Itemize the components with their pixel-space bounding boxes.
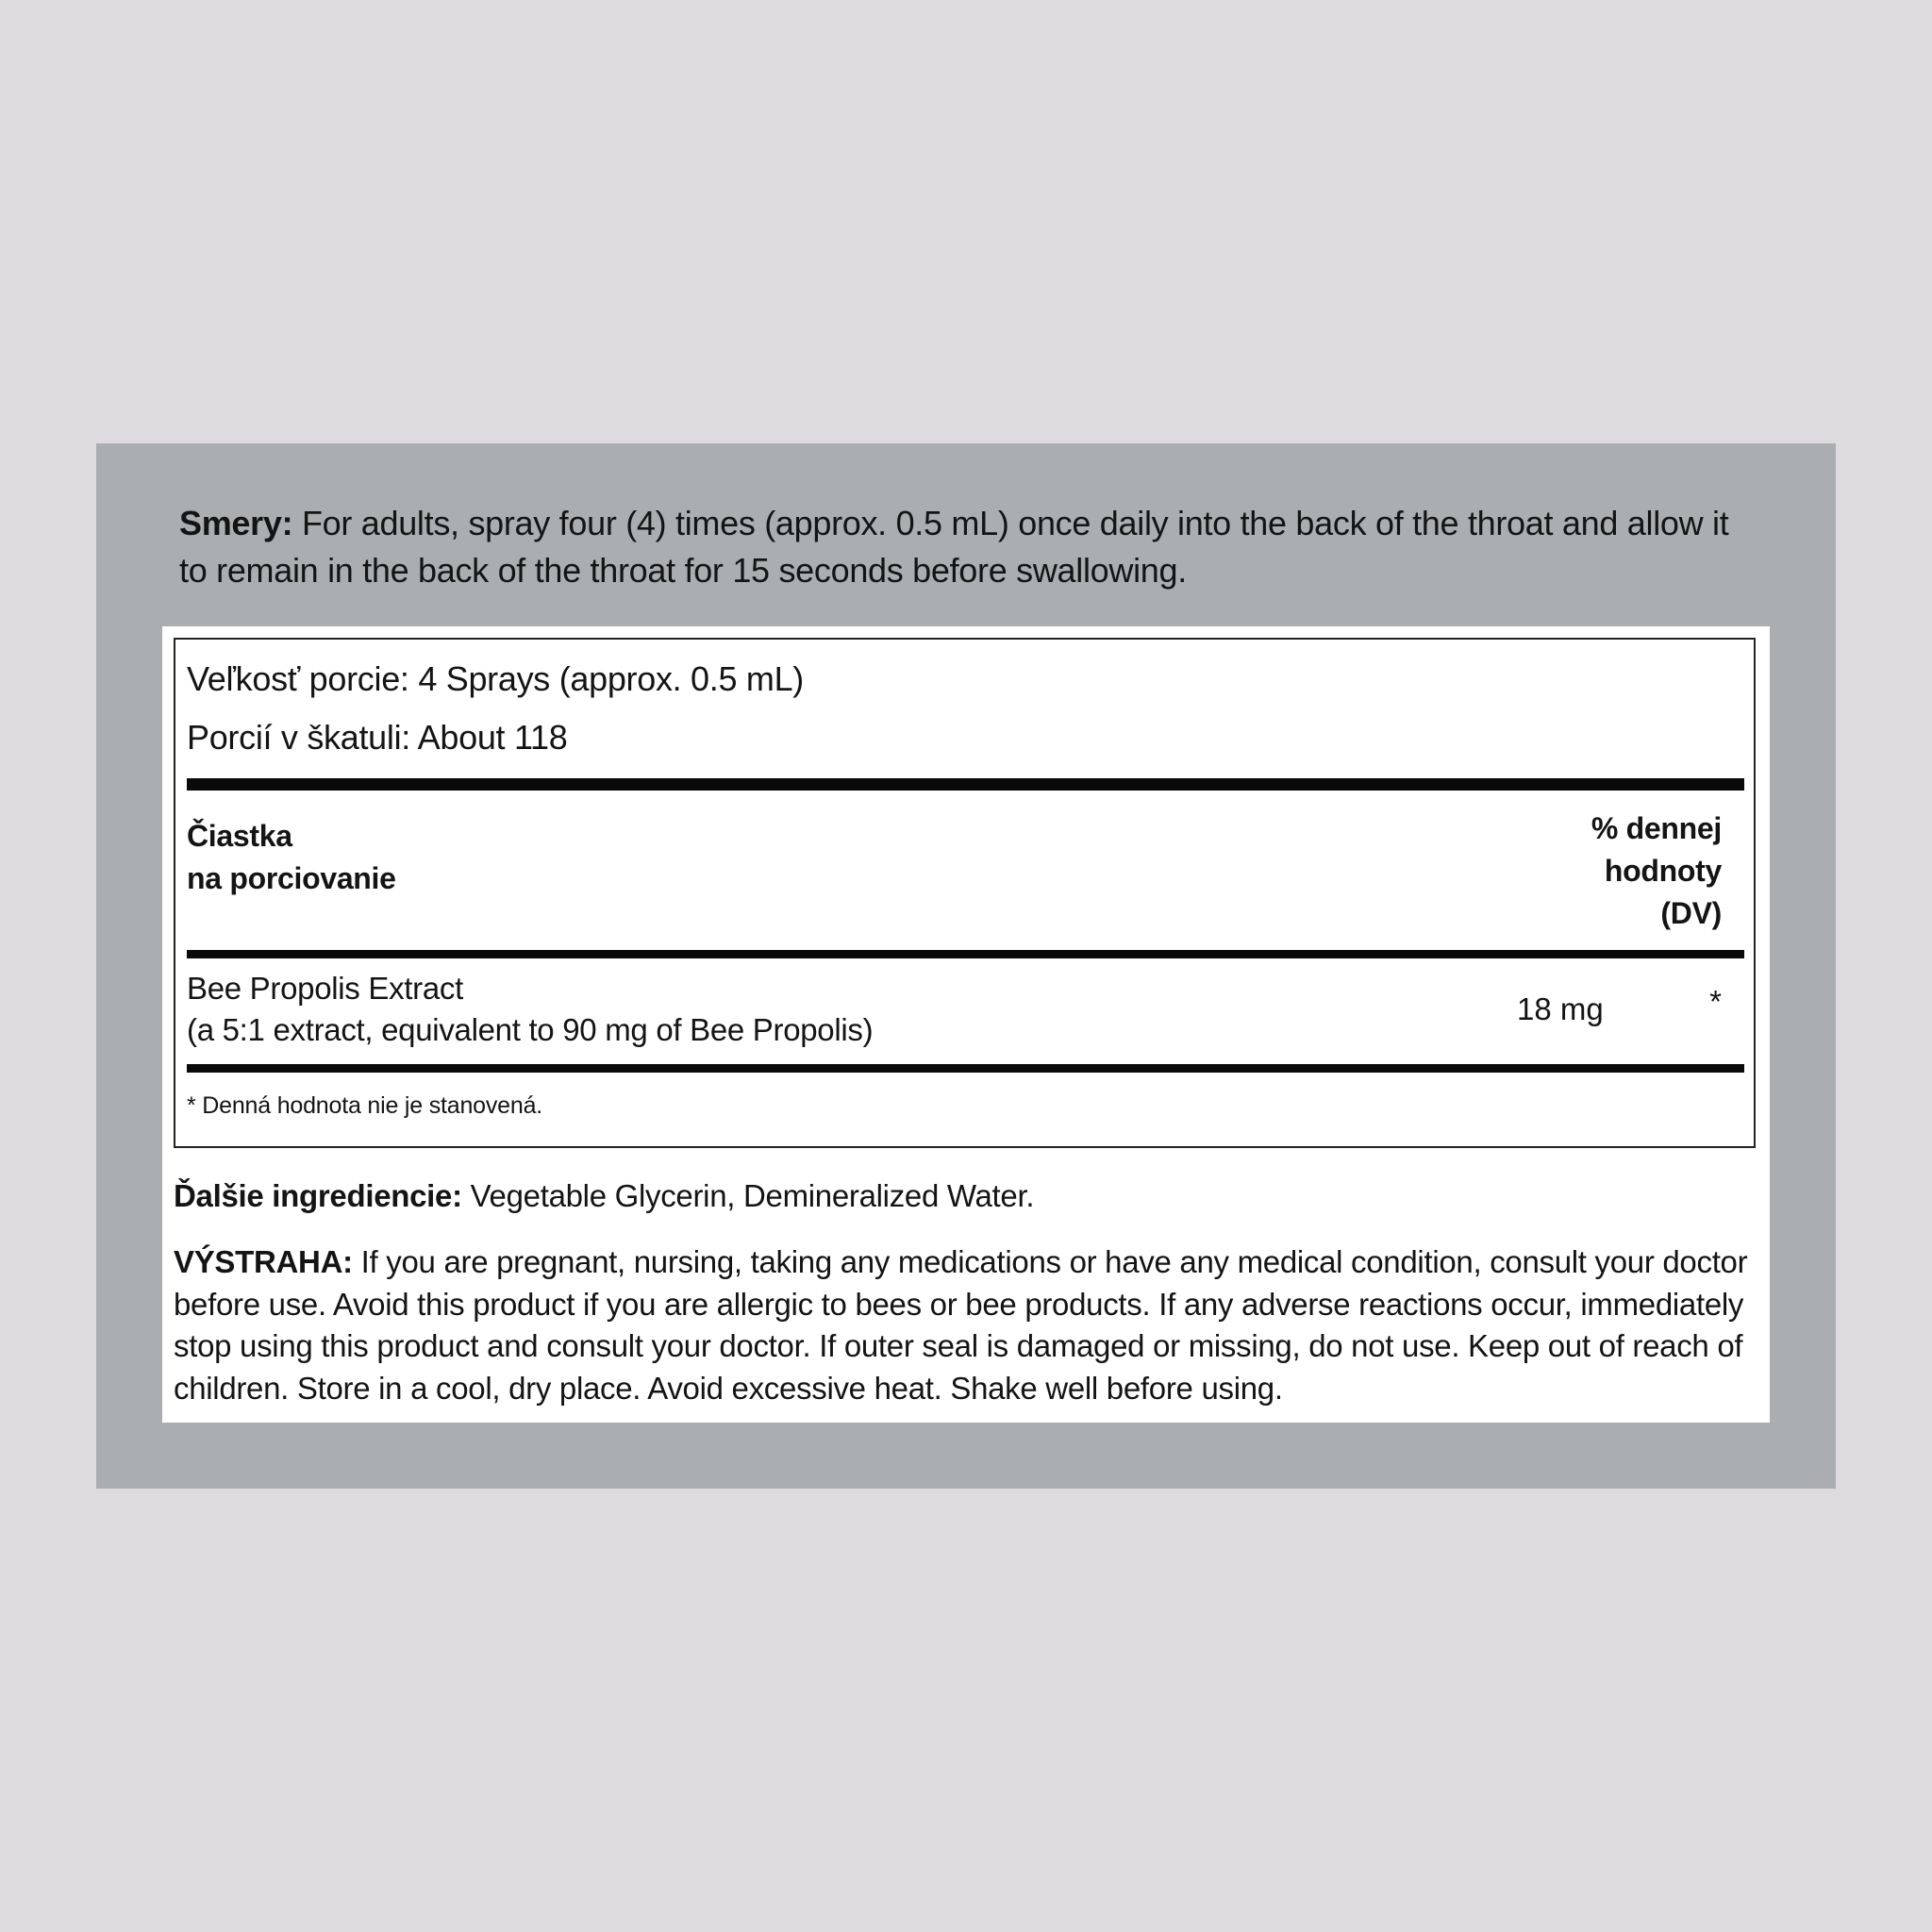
servings-per-container: Porcií v škatuli: About 118 xyxy=(187,718,568,757)
dv-header-line1: % dennej xyxy=(1591,811,1722,845)
amount-per-serving-header xyxy=(187,815,396,900)
amount-header-line2: na porciovanie xyxy=(187,861,396,895)
serving-size: Veľkosť porcie: 4 Sprays (approx. 0.5 mL) xyxy=(187,659,804,698)
directions-label: Smery: xyxy=(179,504,293,542)
dv-header-line2: hodnoty xyxy=(1604,854,1722,888)
ingredient-amount: 18 mg xyxy=(1517,991,1604,1026)
ingredient-name xyxy=(187,968,873,1051)
supplement-facts-table xyxy=(174,638,1756,1148)
bottom-divider xyxy=(187,1064,1744,1073)
daily-value-header xyxy=(1591,808,1722,935)
ingredient-title: Bee Propolis Extract xyxy=(187,971,463,1006)
other-ingredients-text: Vegetable Glycerin, Demineralized Water. xyxy=(461,1178,1035,1213)
ingredient-detail: (a 5:1 extract, equivalent to 90 mg of Bee Propolis) xyxy=(187,1012,874,1047)
thick-divider xyxy=(187,778,1744,791)
warning-text xyxy=(174,1241,1758,1409)
ingredient-daily-value: * xyxy=(1709,984,1722,1019)
dv-header-line3: (DV) xyxy=(1660,896,1722,930)
warning-body: If you are pregnant, nursing, taking any medications or have any medical condition, consult your doctor before use. Avoid this product if you are allergic to bees or bee products. If any adverse reactions occur, immediately stop using this product and consult your doctor. If outer seal is damaged or missing, do not use. Keep out of reach of children. Store in a cool, dry place. Avoid excessive heat. Shake well before using. xyxy=(174,1244,1748,1406)
directions-text xyxy=(179,500,1745,594)
warning-label: VÝSTRAHA: xyxy=(174,1244,353,1279)
directions-body: For adults, spray four (4) times (approx. 0.5 mL) once daily into the back of the throat and allow it to remain in the back of the throat for 15 seconds before swallowing. xyxy=(179,504,1729,590)
amount-header-line1: Čiastka xyxy=(187,819,292,853)
daily-value-footnote: * Denná hodnota nie je stanovená. xyxy=(187,1092,543,1119)
other-ingredients xyxy=(174,1175,1034,1217)
other-ingredients-label: Ďalšie ingrediencie: xyxy=(174,1178,462,1213)
medium-divider xyxy=(187,950,1744,958)
